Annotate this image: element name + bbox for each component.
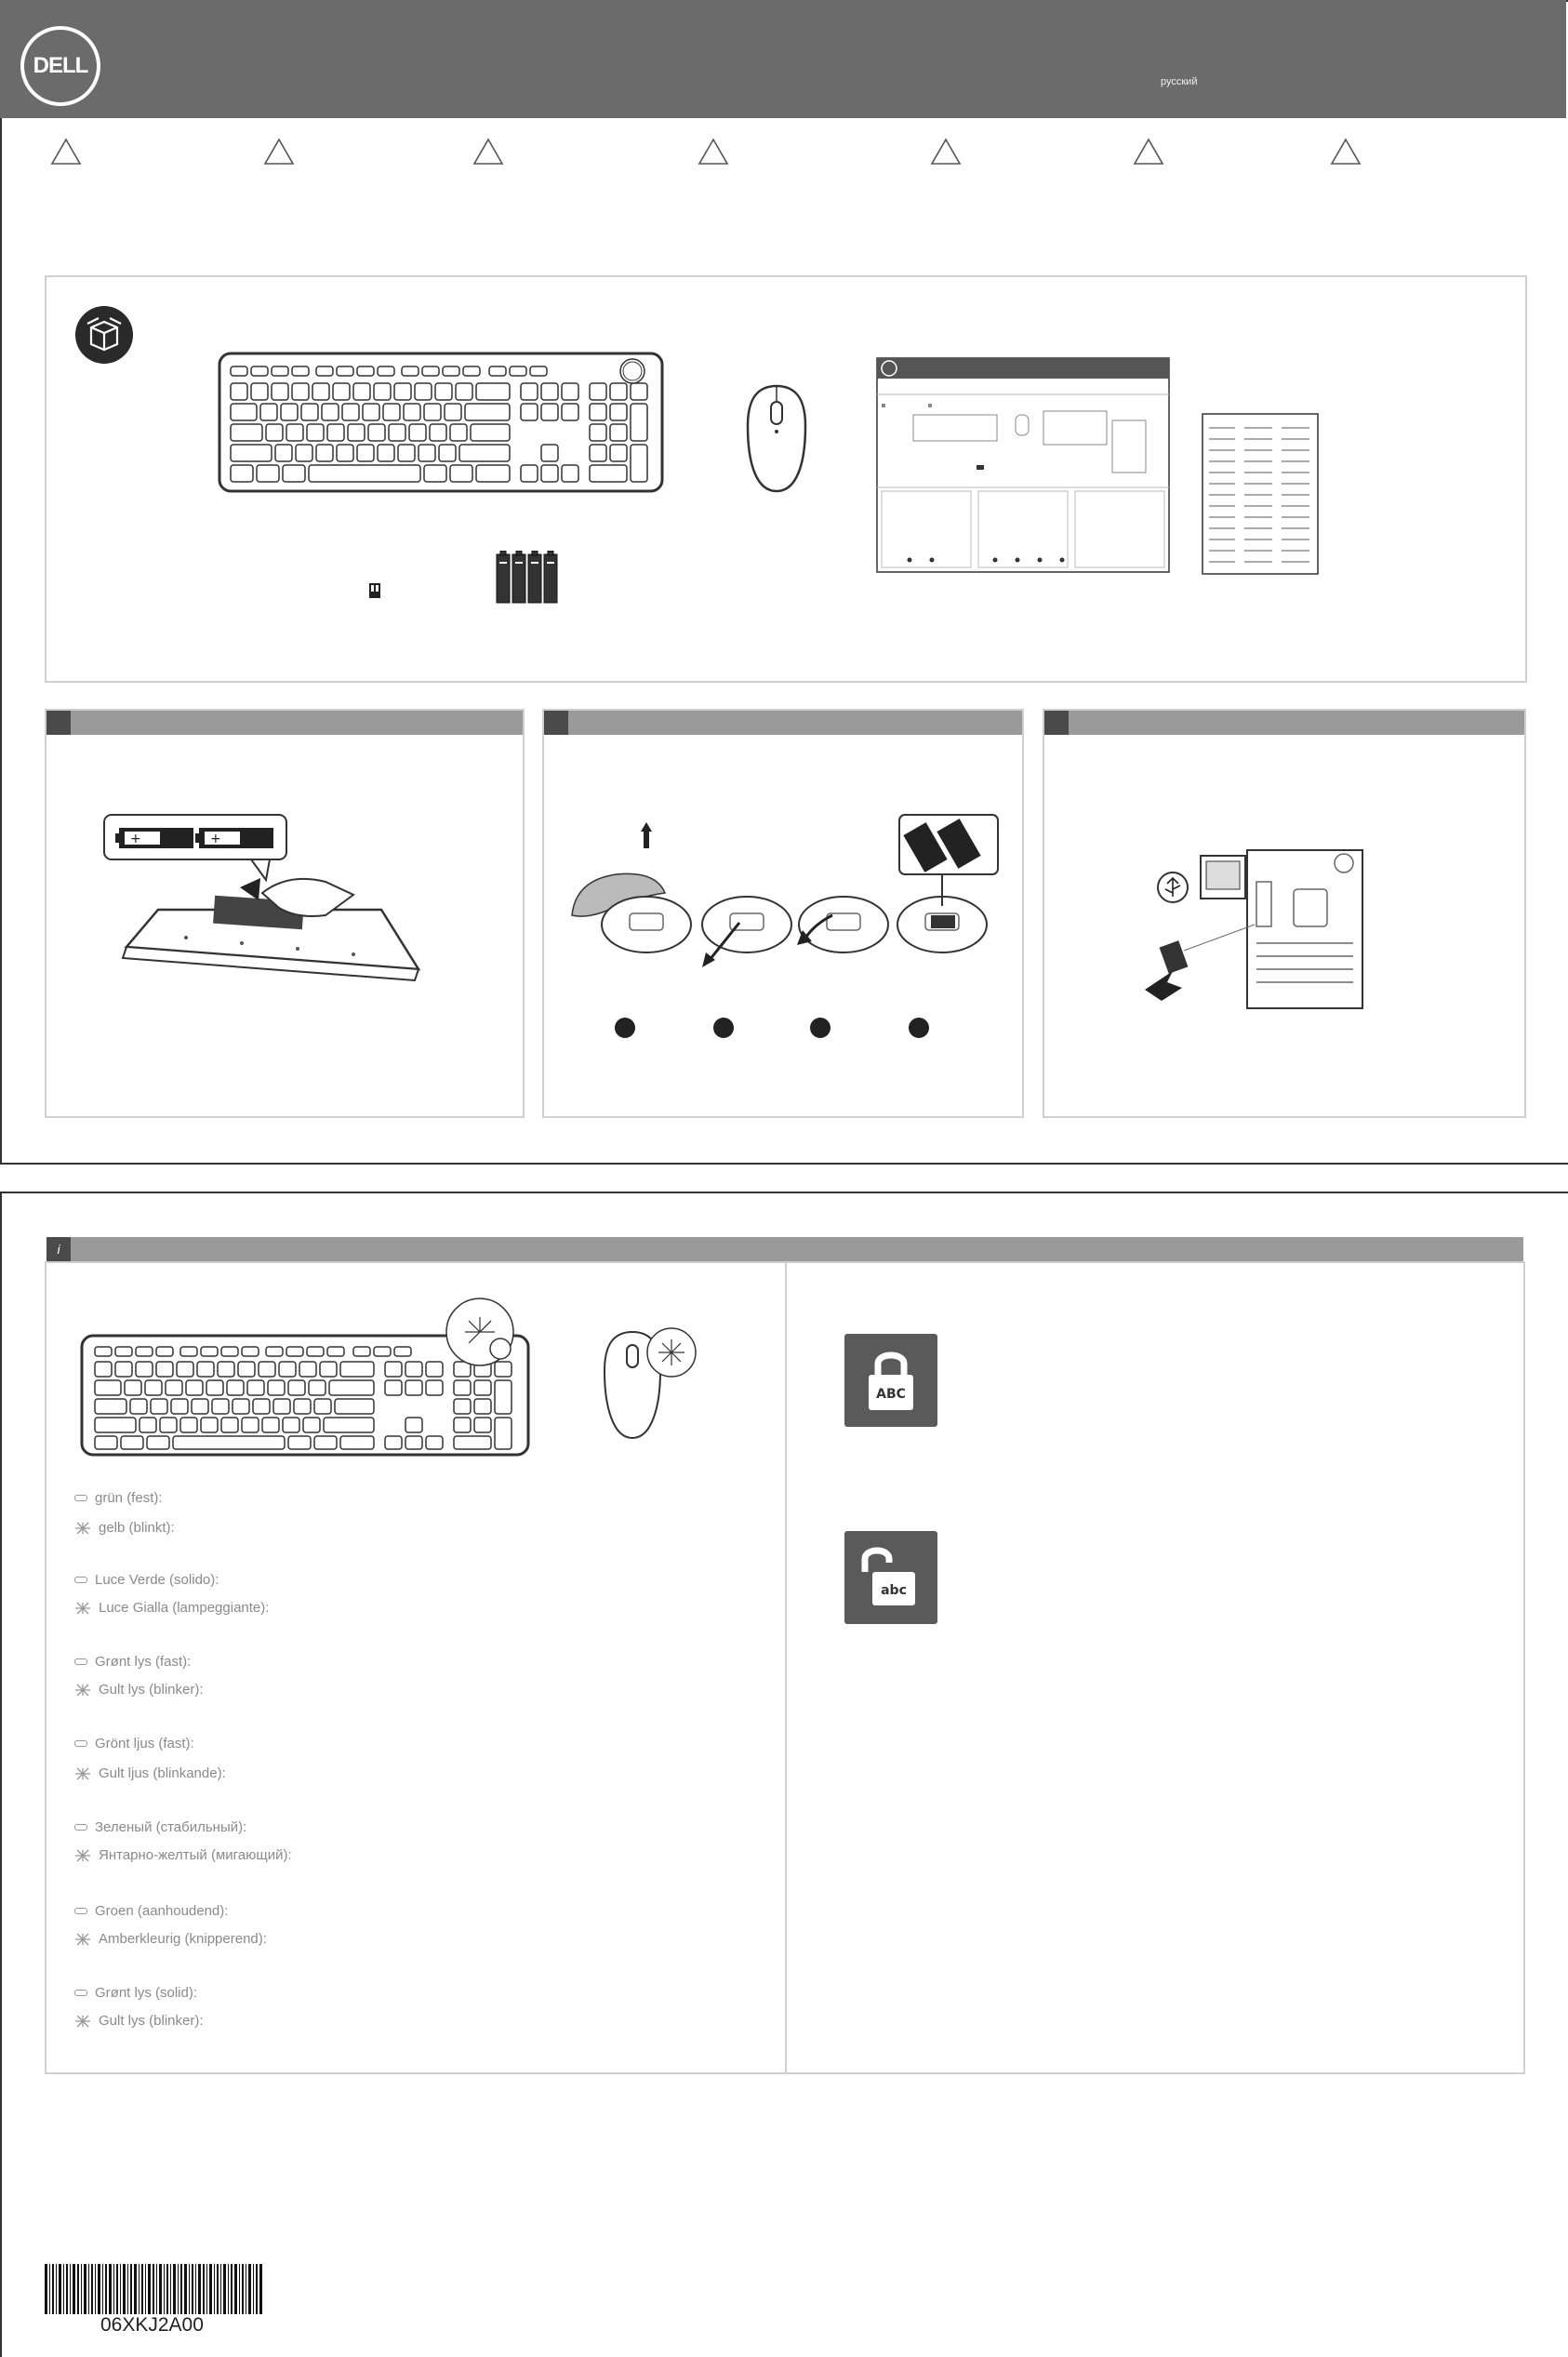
led-legend-blink [74,1682,204,1698]
led-legend-blink-label: Amberkleurig (knipperend): [99,1931,267,1947]
led-blink-icon [74,1602,91,1615]
dell-logo: DELL [20,26,100,106]
warning-icon [263,138,295,166]
caps-lock-on-label: ABC [876,1387,906,1402]
led-legend-solid [74,1985,197,2001]
led-legend-blink-label: Янтарно-желтый (мигающий): [99,1847,292,1863]
mouse-illustration [744,383,809,495]
header-bar [0,0,1566,118]
led-legend-solid [74,1903,228,1919]
language-label: русский [1161,76,1198,87]
led-blink-icon [74,1849,91,1862]
led-legend-solid-label: Зеленый (стабильный): [95,1819,247,1835]
safety-document-thumbnail [1202,413,1319,575]
usb-connect-illustration [1145,841,1368,1027]
warning-icon [930,138,962,166]
step-3-number [1044,711,1069,735]
warning-icon [698,138,729,166]
led-legend-blink-label: Luce Gialla (lampeggiante): [99,1600,270,1616]
led-blink-icon [74,1767,91,1780]
led-legend-blink-label: Gult ljus (blinkande): [99,1765,226,1781]
led-legend-blink [74,1847,292,1863]
step-bullet [810,1018,831,1038]
led-solid-icon [74,1658,87,1665]
led-blink-icon [74,1522,91,1535]
setup-guide-thumbnail [876,357,1170,573]
info-header [47,1237,1523,1261]
batteries-illustration [495,551,558,605]
step-bullet [615,1018,635,1038]
step-3-panel [1043,709,1526,1118]
warning-icon [472,138,504,166]
lock-closed-icon [865,1345,917,1416]
led-legend-blink [74,1600,269,1616]
caps-lock-on-tile [844,1334,937,1427]
keyboard-battery-install-illustration [102,807,437,1031]
led-legend-blink [74,1931,267,1947]
led-legend-blink-label: Gult lys (blinker): [99,1682,204,1698]
led-legend-solid [74,1572,219,1588]
led-legend-solid-label: Luce Verde (solido): [95,1572,219,1588]
led-legend-solid-label: Grønt lys (solid): [95,1985,198,2001]
led-blink-icon [74,2015,91,2028]
led-solid-icon [74,1824,87,1831]
info-icon: i [47,1237,71,1261]
barcode-image [45,2264,262,2314]
mouse-led-illustration [599,1323,701,1444]
caps-lock-off-label: abc [881,1583,907,1598]
step-bullet [909,1018,929,1038]
step-1-number [47,711,71,735]
led-legend-blink [74,2013,204,2029]
warning-icon [50,138,82,166]
keyboard-led-illustration [80,1297,571,1457]
led-legend-solid [74,1654,191,1670]
led-solid-icon [74,1908,87,1914]
warning-icon [1133,138,1164,166]
led-solid-icon [74,1577,87,1583]
keyboard-illustration [218,352,664,493]
led-legend-solid-label: Groen (aanhoudend): [95,1903,229,1919]
led-solid-icon [74,1495,87,1501]
step-bullet [713,1018,734,1038]
led-solid-icon [74,1990,87,1996]
step-2-number [544,711,568,735]
led-legend-solid-label: grün (fest): [95,1490,163,1506]
led-legend-solid-label: Grønt lys (fast): [95,1654,192,1670]
step-1-header [47,711,523,735]
step-3-header [1044,711,1524,735]
led-legend-solid-label: Grönt ljus (fast): [95,1736,194,1751]
led-legend-blink-label: gelb (blinkt): [99,1520,175,1536]
box-contents-icon [74,305,134,365]
led-legend-solid [74,1819,246,1835]
svg-text:+: + [130,832,141,846]
led-legend-blink [74,1520,175,1536]
caps-lock-off-tile [844,1531,937,1624]
mouse-battery-install-illustration [553,813,1018,999]
svg-text:+: + [210,832,221,846]
warning-icon [1330,138,1362,166]
step-2-header [544,711,1022,735]
step-2-panel [542,709,1024,1118]
led-legend-blink-label: Gult lys (blinker): [99,2013,204,2029]
lock-status-panel [785,1261,1525,2074]
lock-open-icon [856,1544,921,1611]
led-legend-blink [74,1765,226,1781]
box-contents-panel [45,275,1527,683]
part-number: 06XKJ2A00 [100,2314,204,2336]
led-blink-icon [74,1933,91,1946]
led-legend-solid [74,1490,163,1506]
usb-receiver-illustration [368,582,381,599]
led-legend-solid [74,1736,194,1751]
led-solid-icon [74,1740,87,1747]
led-blink-icon [74,1684,91,1697]
step-1-panel [45,709,525,1118]
